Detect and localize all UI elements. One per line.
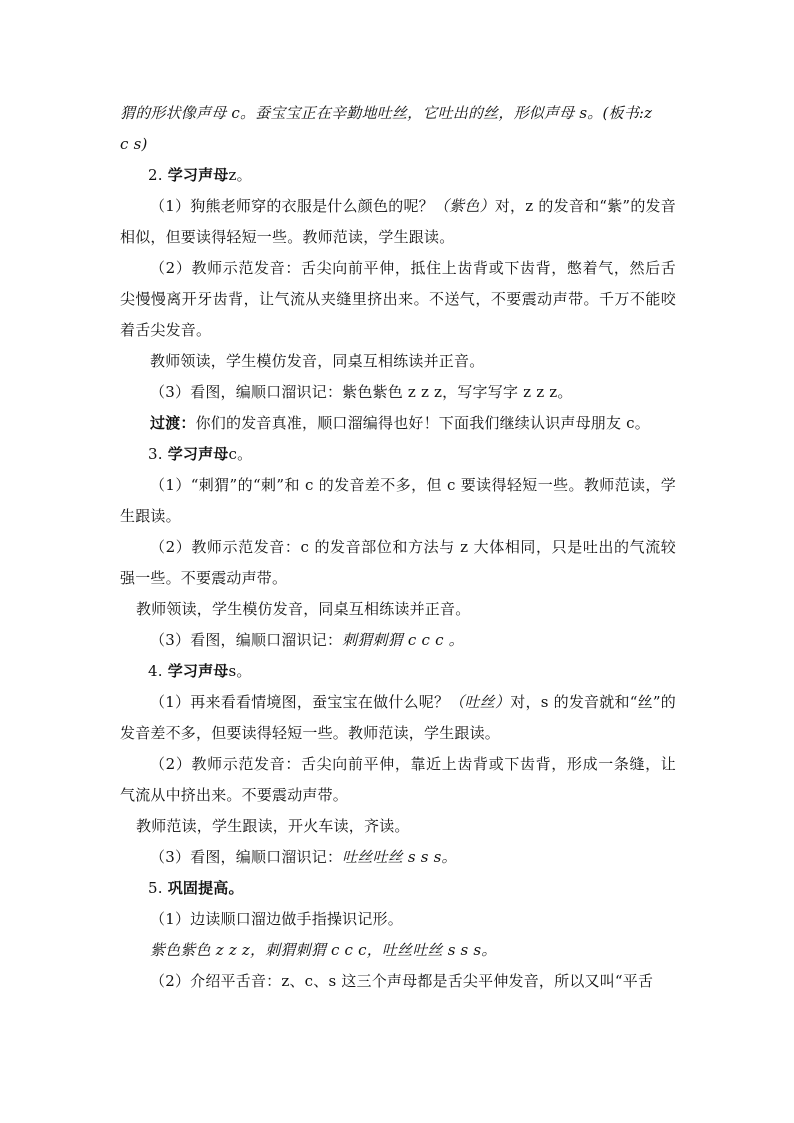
section-heading-3 (120, 439, 676, 470)
section-heading-2 (120, 160, 676, 191)
text: （3）看图，编顺口溜识记： (150, 631, 343, 649)
heading-title: 学习声母 (167, 662, 229, 680)
heading-rest: s。 (228, 662, 252, 680)
paragraph (120, 687, 676, 749)
text: （3）看图，编顺口溜识记： (150, 848, 343, 866)
text: （吐丝） (449, 693, 511, 711)
heading-number: 5. (148, 879, 163, 897)
body-text (120, 98, 676, 997)
paragraph (120, 625, 676, 656)
text: （1）再来看看情境图，蚕宝宝在做什么呢？ (150, 693, 450, 711)
paragraph: 教师领读，学生模仿发音，同桌互相练读并正音。 (136, 600, 471, 618)
heading-title: 学习声母 (167, 166, 229, 184)
text: 对，s 的发音就和“丝”的发音差不多，但要读得轻短一些。教师范读，学生跟读。 (120, 693, 677, 742)
paragraph (120, 842, 676, 873)
text: （1）狗熊老师穿的衣服是什么颜色的呢？ (150, 197, 434, 215)
text-line: c s) (120, 135, 148, 153)
paragraph (120, 191, 676, 253)
paragraph: （1）“刺猬”的“刺”和 c 的发音差不多，但 c 要读得轻短一些。教师范读，学生跟读。 (120, 476, 676, 525)
transition-text: 你们的发音真准，顺口溜编得也好！下面我们继续认识声母朋友 c。 (195, 414, 650, 432)
paragraph (120, 98, 676, 160)
text: （紫色） (433, 197, 495, 215)
heading-number: 4. (148, 662, 163, 680)
paragraph: 教师范读，学生跟读，开火车读，齐读。 (136, 817, 410, 835)
heading-rest: z。 (228, 166, 252, 184)
paragraph: （2）教师示范发音：舌尖向前平伸，靠近上齿背或下齿背，形成一条缝，让气流从中挤出来。不要震动声带。 (120, 755, 676, 804)
heading-number: 2. (148, 166, 163, 184)
section-heading-5 (120, 873, 676, 904)
paragraph: （2）教师示范发音：c 的发音部位和方法与 z 大体相同，只是吐出的气流较强一些。不要震动声带。 (120, 538, 676, 587)
heading-title: 学习声母 (167, 445, 229, 463)
text-line: 猬的形状像声母 c。蚕宝宝正在辛勤地吐丝，它吐出的丝，形似声母 s。(板书:z (120, 104, 653, 122)
paragraph: （3）看图，编顺口溜识记：紫色紫色 z z z，写字写字 z z z。 (150, 383, 573, 401)
paragraph: （2）教师示范发音：舌尖向前平伸，抵住上齿背或下齿背，憋着气，然后舌尖慢慢离开牙齿背，让气流从夹缝里挤出来。不送气，不要震动声带。千万不能咬着舌尖发音。 (120, 259, 676, 339)
transition-label: 过渡： (150, 414, 196, 432)
paragraph: （2）介绍平舌音：z、c、s 这三个声母都是舌尖平伸发音，所以又叫“平舌 (150, 972, 654, 990)
heading-title: 巩固提高。 (167, 879, 244, 897)
text: 对，z 的发音和“紫”的发音相似，但要读得轻短一些。教师范读，学生跟读。 (120, 197, 676, 246)
paragraph: （1）边读顺口溜边做手指操识记形。 (150, 910, 403, 928)
paragraph: 教师领读，学生模仿发音，同桌互相练读并正音。 (150, 352, 485, 370)
section-heading-4 (120, 656, 676, 687)
rhyme-text: 刺猬刺猬 c c c 。 (342, 631, 464, 649)
heading-rest: c。 (228, 445, 253, 463)
transition-paragraph (120, 408, 676, 439)
heading-number: 3. (148, 445, 163, 463)
rhyme-paragraph: 紫色紫色 z z z，刺猬刺猬 c c c，吐丝吐丝 s s s。 (150, 941, 497, 959)
rhyme-text: 吐丝吐丝 s s s。 (342, 848, 457, 866)
